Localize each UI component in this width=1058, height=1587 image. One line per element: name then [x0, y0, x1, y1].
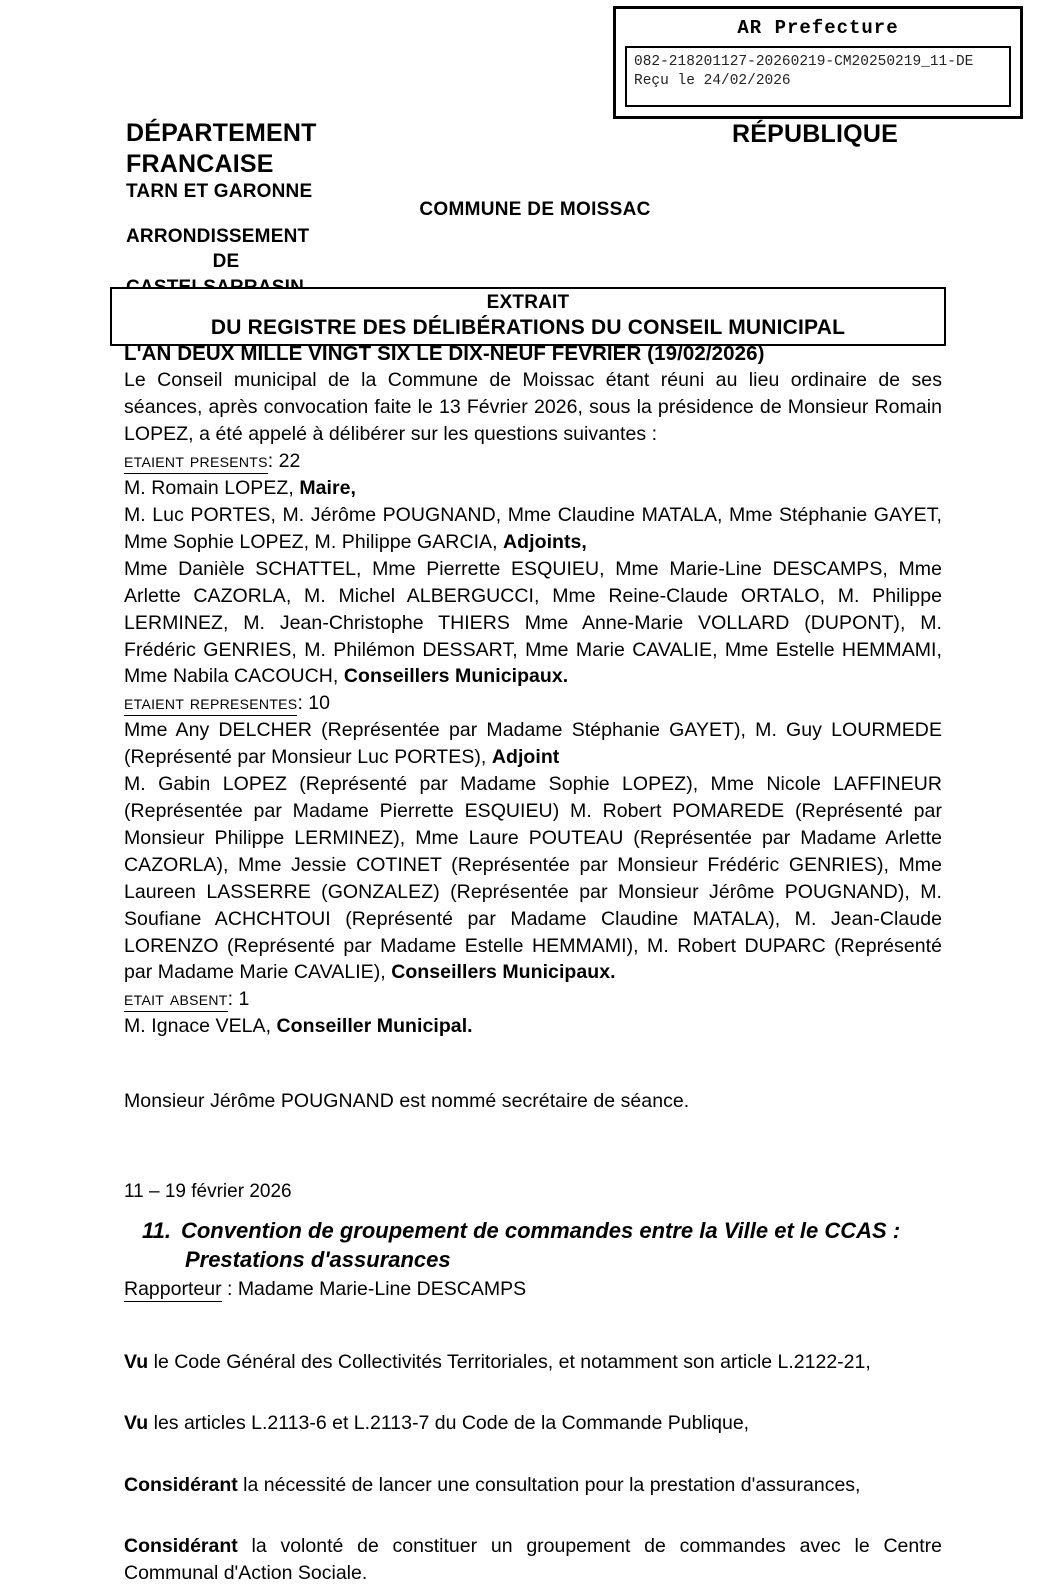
clause-lead: Considérant	[124, 1534, 238, 1557]
present-count: : 22	[267, 450, 301, 473]
clause-text: les articles L.2113-6 et L.2113-7 du Code de la Commande Publique,	[148, 1412, 750, 1435]
rapporteur-value: : Madame Marie-Line DESCAMPS	[221, 1277, 527, 1300]
absent-member	[124, 1013, 942, 1040]
represented-conseillers-role: Conseillers Municipaux.	[391, 961, 616, 984]
document-body	[124, 340, 942, 1587]
deliberation-title	[124, 1216, 942, 1274]
extrait-subtitle: DU REGISTRE DES DÉLIBÉRATIONS DU CONSEIL MUNICIPAL	[210, 316, 846, 340]
session-heading: L'AN DEUX MILLE VINGT SIX LE DIX-NEUF FEVRIER (19/02/2026)	[124, 342, 765, 365]
ar-prefecture-title: AR Prefecture	[737, 17, 899, 39]
department-label: DÉPARTEMENT	[126, 119, 317, 147]
clause-item	[124, 1472, 942, 1499]
ar-reference: 082-218201127-20260219-CM20250219_11-DE	[634, 53, 974, 70]
rapporteur-label: Rapporteur	[124, 1277, 222, 1300]
republique-label: RÉPUBLIQUE	[732, 120, 898, 148]
francaise-label: FRANCAISE	[126, 150, 274, 178]
present-conseillers-role: Conseillers Municipaux.	[343, 665, 569, 688]
present-mayor	[124, 475, 942, 502]
rapporteur-line	[124, 1276, 942, 1303]
deliberation-number: 11.	[142, 1217, 171, 1243]
arrondissement-label: ARRONDISSEMENT	[126, 226, 310, 247]
present-label: etaient presents	[124, 450, 268, 473]
absent-member-name: M. Ignace VELA,	[124, 1015, 277, 1038]
clause-text: le Code Général des Collectivités Territoriales, et notamment son article L.2122-21,	[148, 1350, 871, 1373]
department-name: TARN ET GARONNE	[126, 181, 313, 202]
commune-label: COMMUNE DE MOISSAC	[419, 199, 651, 220]
department-block	[126, 118, 456, 205]
represented-adjoint-names: Mme Any DELCHER (Représentée par Madame Stéphanie GAYET), M. Guy LOURMEDE (Représenté par Monsieur Luc PORTES),	[124, 719, 942, 769]
represented-conseillers-names: M. Gabin LOPEZ (Représenté par Madame Sophie LOPEZ), Mme Nicole LAFFINEUR (Représentée par Madame Pierrette ESQUIEU) M. Robert POMAREDE (Représenté par Monsieur Philippe LERMINEZ), Mme Laure POUTEAU (Représentée par Madame Arlette CAZORLA), Mme Jessie COTINET (Représentée par Monsieur Frédéric GENRIES), Mme Laureen LASSERRE (GONZALEZ) (Représentée par Monsieur Jérôme POUGNAND), M. Soufiane ACHCHTOUI (Représenté par Madame Claudine MATALA), M. Jean-Claude LORENZO (Représenté par Madame Estelle HEMMAMI), M. Robert DUPARC (Représenté par Madame Marie CAVALIE),	[124, 773, 942, 984]
clause-lead: Vu	[124, 1350, 149, 1373]
clause-item	[124, 1410, 942, 1437]
represented-heading	[124, 690, 942, 717]
session-intro: Le Conseil municipal de la Commune de Moissac étant réuni au lieu ordinaire de ses séances, après convocation faite le 13 Février 2026, sous la présidence de Monsieur Romain LOPEZ, a été appelé à délibérer sur les questions suivantes :	[124, 369, 942, 446]
present-adjoints-names: M. Luc PORTES, M. Jérôme POUGNAND, Mme Claudine MATALA, Mme Stéphanie GAYET, Mme Sophie LOPEZ, M. Philippe GARCIA,	[124, 504, 942, 553]
clause-lead: Considérant	[124, 1473, 238, 1496]
ar-prefecture-stamp	[613, 6, 1023, 119]
present-conseillers	[124, 556, 942, 691]
ar-prefecture-details	[625, 46, 1011, 107]
extrait-title: EXTRAIT	[486, 292, 570, 313]
present-adjoints-role: Adjoints,	[503, 530, 587, 553]
absent-heading	[124, 986, 942, 1013]
present-adjoints	[124, 502, 942, 556]
secretary-line: Monsieur Jérôme POUGNAND est nommé secrétaire de séance.	[124, 1090, 690, 1113]
represented-adjoint	[124, 717, 942, 771]
represented-count: : 10	[297, 692, 330, 715]
spacer-before-deliberation	[124, 1115, 942, 1179]
absent-count: : 1	[227, 988, 250, 1011]
present-heading	[124, 448, 942, 475]
present-mayor-role: Maire,	[299, 477, 356, 500]
clause-item	[124, 1349, 942, 1376]
clause-text: la nécessité de lancer une consultation pour la prestation d'assurances,	[237, 1473, 861, 1496]
clause-lead: Vu	[124, 1412, 149, 1435]
clause-item	[124, 1533, 942, 1587]
represented-adjoint-role: Adjoint	[491, 746, 560, 769]
present-conseillers-names: Mme Danièle SCHATTEL, Mme Pierrette ESQUIEU, Mme Marie-Line DESCAMPS, Mme Arlette CAZORLA, M. Michel ALBERGUCCI, Mme Reine-Claude ORTALO, M. Philippe LERMINEZ, M. Jean-Christophe THIERS Mme Anne-Marie VOLLARD (DUPONT), M. Frédéric GENRIES, M. Philémon DESSART, Mme Marie CAVALIE, Mme Estelle HEMMAMI, Mme Nabila CACOUCH,	[124, 557, 942, 688]
present-mayor-name: M. Romain LOPEZ,	[124, 477, 300, 500]
represented-label: etaient representes	[124, 692, 298, 715]
absent-label: etait absent	[124, 988, 228, 1011]
spacer-before-secretary	[124, 1040, 942, 1088]
extrait-box	[110, 287, 946, 346]
ar-received-date: Reçu le 24/02/2026	[634, 73, 791, 90]
represented-conseillers	[124, 771, 942, 986]
clause-text: la volonté de constituer un groupement de commandes avec le Centre Communal d'Action Sociale.	[124, 1534, 942, 1585]
deliberation-reference: 11 – 19 février 2026	[124, 1181, 292, 1203]
deliberation-title-text: Convention de groupement de commandes entre la Ville et le CCAS : Prestations d'assurances	[180, 1217, 901, 1272]
absent-member-role: Conseiller Municipal.	[276, 1015, 473, 1038]
arrondissement-de: DE	[212, 251, 240, 273]
